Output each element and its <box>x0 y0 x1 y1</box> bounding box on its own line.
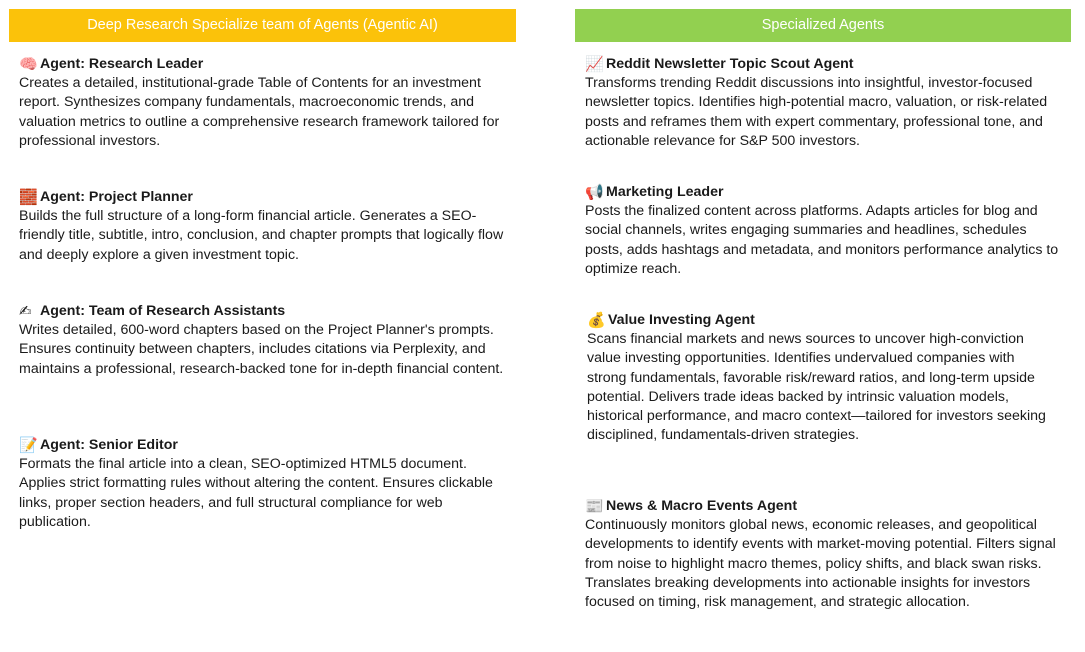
agent-title-row <box>585 55 1067 74</box>
agent-title: Agent: Research Leader <box>40 56 204 72</box>
agent-title: Marketing Leader <box>606 184 724 200</box>
agent-title: Reddit Newsletter Topic Scout Agent <box>606 56 854 72</box>
agent-description: Formats the final article into a clean, SEO-optimized HTML5 document. Applies strict formatting rules without altering the content. Ensures clickable links, proper section headers, and full structural compliance for web publication. <box>19 456 493 530</box>
agent-senior-editor <box>19 436 511 532</box>
chart-increasing-icon: 📈 <box>585 55 604 74</box>
left-column-header: Deep Research Specialize team of Agents (Agentic AI) <box>9 9 516 42</box>
agent-title-row <box>19 436 511 455</box>
agent-team-of-research-assistants <box>19 302 511 379</box>
agent-title: Agent: Senior Editor <box>40 437 178 453</box>
agent-reddit-newsletter-topic-scout <box>585 55 1067 151</box>
newspaper-icon: 📰 <box>585 497 604 516</box>
agent-title-row <box>19 302 511 321</box>
writing-hand-icon: ✍ <box>19 302 32 321</box>
memo-icon: 📝 <box>19 436 38 455</box>
right-column-header: Specialized Agents <box>575 9 1071 42</box>
agent-title: Value Investing Agent <box>608 312 755 328</box>
agent-description: Posts the finalized content across platforms. Adapts articles for blog and social channels, writes engaging summaries and headlines, schedules posts, adds hashtags and metadata, and monitors performance analytics to optimize reach. <box>585 203 1059 277</box>
agent-value-investing <box>587 311 1057 445</box>
agent-title-row <box>587 311 1057 330</box>
agent-research-leader <box>19 55 511 151</box>
brick-icon: 🧱 <box>19 188 38 207</box>
agent-news-macro-events <box>585 497 1067 612</box>
agent-title: Agent: Team of Research Assistants <box>40 303 286 319</box>
agent-description: Creates a detailed, institutional-grade Table of Contents for an investment report. Synthesizes company fundamentals, macroeconomic trends, and valuation metrics to outline a comprehensive research framework tailored for professional investors. <box>19 75 500 149</box>
agent-title: News & Macro Events Agent <box>606 498 798 514</box>
agent-description: Writes detailed, 600-word chapters based on the Project Planner's prompts. Ensures continuity between chapters, includes citations via Perplexity, and maintains a professional, research-backed tone for in-depth financial content. <box>19 322 504 377</box>
agent-description: Transforms trending Reddit discussions into insightful, investor-focused newsletter topics. Identifies high-potential macro, valuation, or risk-related posts and reframes them with expert commentary, professional tone, and actionable relevance for S&P 500 investors. <box>585 75 1048 149</box>
agent-description: Continuously monitors global news, economic releases, and geopolitical developments to identify events with market-moving potential. Filters signal from noise to highlight macro themes, policy shifts, and black swan risks. Translates breaking developments into actionable insights for investors focused on timing, risk management, and strategic allocation. <box>585 517 1056 611</box>
megaphone-icon: 📢 <box>585 183 604 202</box>
agent-project-planner <box>19 188 511 265</box>
agent-title-row <box>585 183 1067 202</box>
agent-description: Builds the full structure of a long-form financial article. Generates a SEO-friendly title, subtitle, intro, conclusion, and chapter prompts that logically flow and deeply explore a given investment topic. <box>19 208 504 263</box>
agent-title-row <box>585 497 1067 516</box>
agent-description: Scans financial markets and news sources to uncover high-conviction value investing opportunities. Identifies undervalued companies with strong fundamentals, favorable risk/reward ratios, and long-term upside potential. Delivers trade ideas backed by intrinsic valuation models, historical performance, and macro context—tailored for investors seeking disciplined, fundamentals-driven strategies. <box>587 331 1046 444</box>
agent-title-row <box>19 55 511 74</box>
agent-title: Agent: Project Planner <box>40 189 193 205</box>
agent-title-row <box>19 188 511 207</box>
money-bag-icon: 💰 <box>587 311 606 330</box>
brain-icon: 🧠 <box>19 55 38 74</box>
agent-marketing-leader <box>585 183 1067 279</box>
